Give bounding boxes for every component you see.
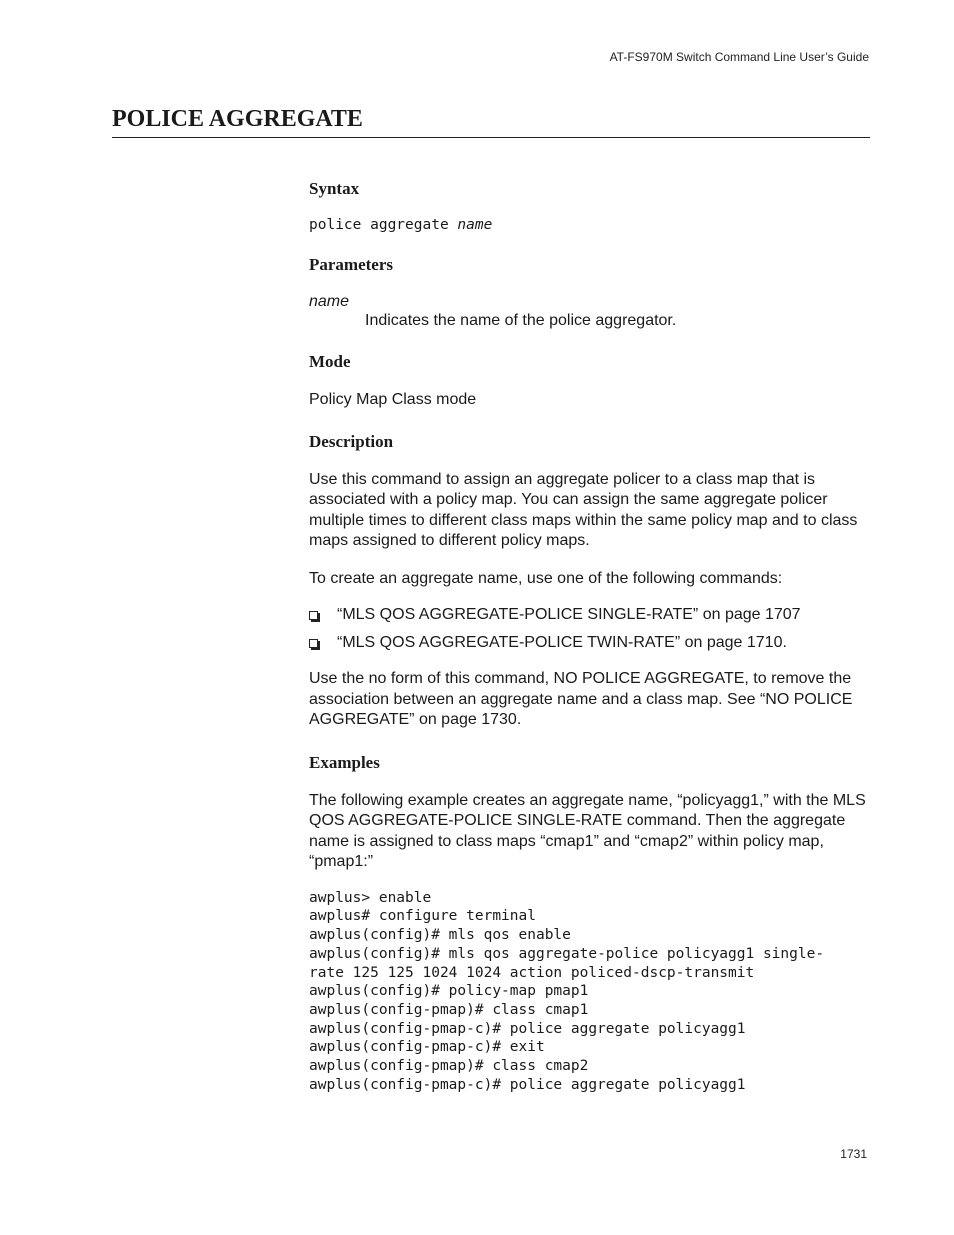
page-title: POLICE AGGREGATE <box>112 106 870 138</box>
examples-heading: Examples <box>309 752 380 772</box>
page-number: 1731 <box>840 1147 867 1161</box>
mode-text: Policy Map Class mode <box>309 391 477 409</box>
parameter-item <box>309 293 871 332</box>
syntax-heading: Syntax <box>309 179 360 198</box>
syntax-argument: name <box>457 217 493 233</box>
list-item-text: “MLS QOS AGGREGATE-POLICE TWIN-RATE” on page 1710. <box>337 633 787 651</box>
list-item <box>309 605 871 626</box>
list-item-text: “MLS QOS AGGREGATE-POLICE SINGLE-RATE” on page 1707 <box>337 606 801 624</box>
parameter-description: Indicates the name of the police aggregator. <box>365 311 677 329</box>
parameters-heading: Parameters <box>309 254 394 274</box>
checkbox-bullet-icon <box>309 639 318 648</box>
running-header: AT-FS970M Switch Command Line User’s Guide <box>609 50 869 64</box>
examples-intro: The following example creates an aggregate name, “policyagg1,” with the MLS QOS AGGREGATE-POLICE SINGLE-RATE command. Then the aggregate name is assigned to class maps “cmap1” and “cmap2” within policy map, “pmap1:” <box>309 791 866 871</box>
description-paragraph-2: To create an aggregate name, use one of the following commands: <box>309 569 783 587</box>
description-heading: Description <box>309 431 394 451</box>
example-code-block: awplus> enable awplus# configure terminal awplus(config)# mls qos enable awplus(config)# mls qos aggregate-police policyagg1 single- rate 125 125 1024 1024 action policed-dscp-transmit awplus(config)# policy-map pmap1 awplus(config-pmap)# class cmap1 awplus(config-pmap-c)# police aggregate policyagg1 awplus(config-pmap-c)# exit awplus(config-pmap)# class cmap2 awplus(config-pmap-c)# police aggregate policyagg1 <box>309 889 825 1093</box>
checkbox-bullet-icon <box>309 611 318 620</box>
description-paragraph-3: Use the no form of this command, NO POLICE AGGREGATE, to remove the association between an aggregate name and a class map. See “NO POLICE AGGREGATE” on page 1730. <box>309 670 853 729</box>
list-item <box>309 633 871 654</box>
mode-heading: Mode <box>309 352 351 372</box>
content-column <box>309 178 871 1094</box>
description-paragraph-1: Use this command to assign an aggregate policer to a class map that is associated with a policy map. You can assign the same aggregate policer multiple times to different class maps within the same policy map and to class maps assigned to different policy maps. <box>309 470 858 550</box>
syntax-command: police aggregate <box>309 217 458 233</box>
command-list <box>309 605 871 653</box>
parameter-name: name <box>309 292 350 310</box>
syntax-line <box>309 216 871 235</box>
